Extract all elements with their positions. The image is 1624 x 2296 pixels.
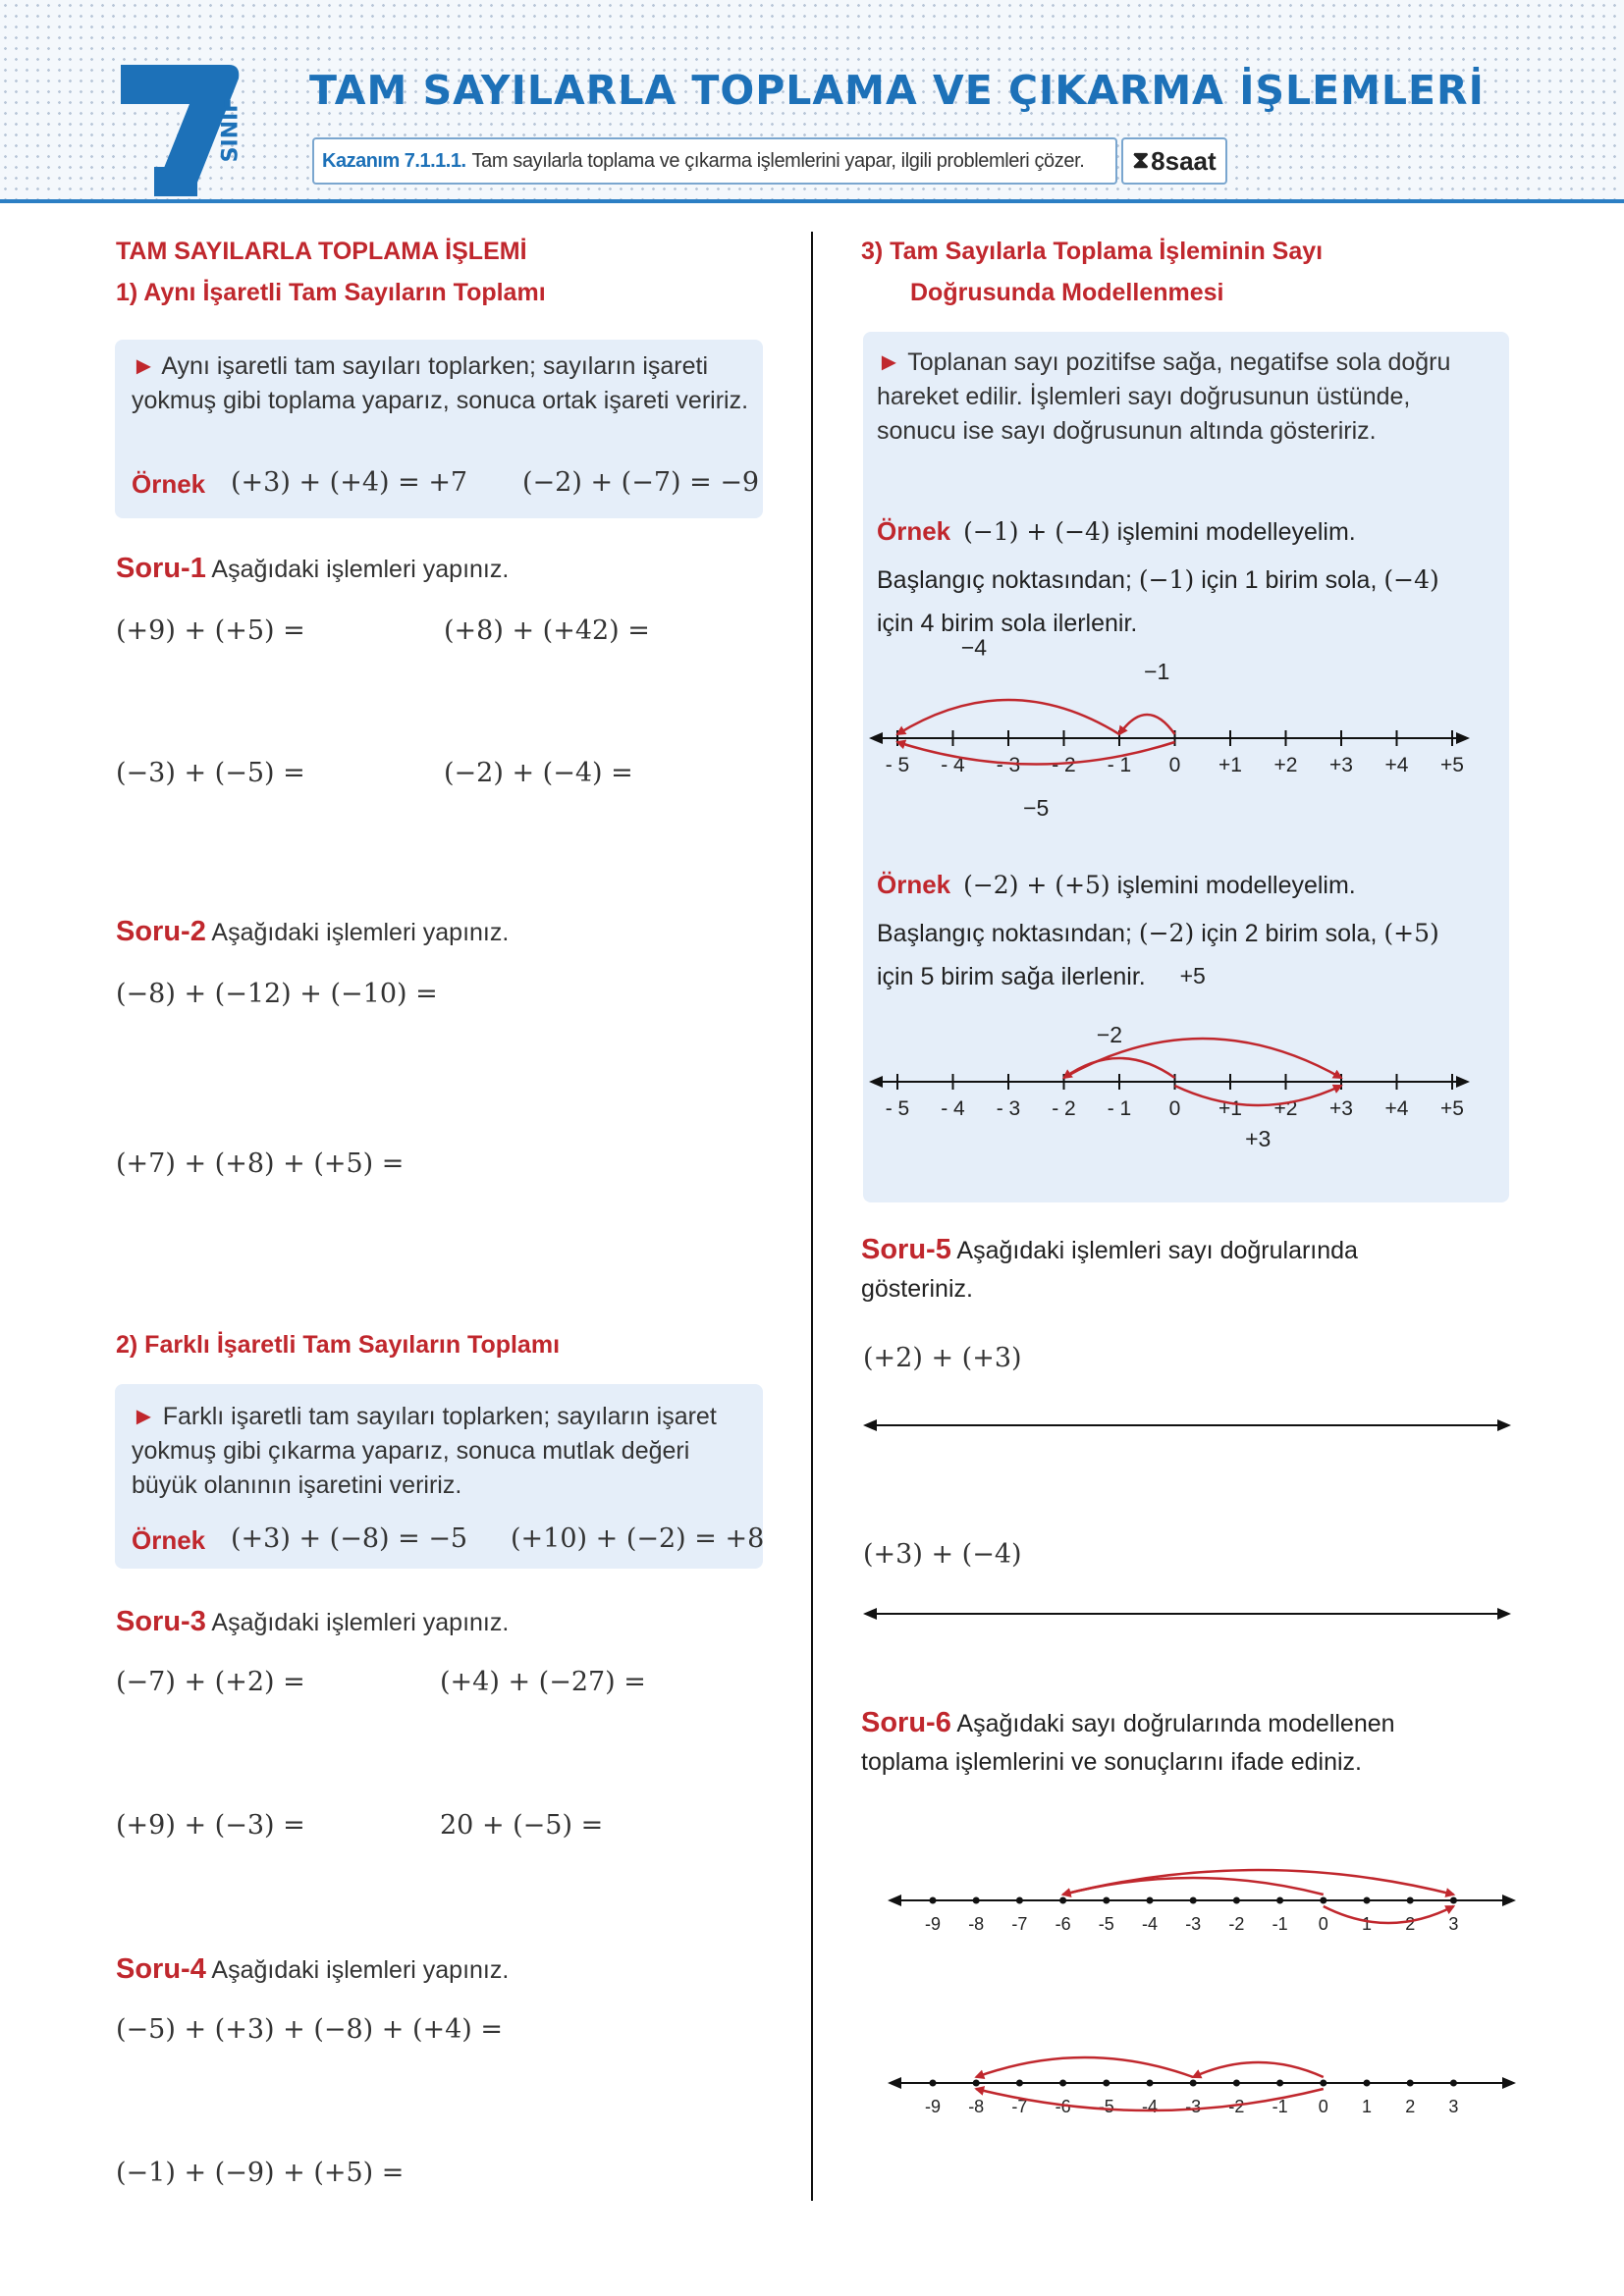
tick-label: -9 (924, 1914, 942, 1934)
tick-dot (973, 2080, 980, 2087)
jump-label: +3 (1245, 1126, 1272, 1151)
tick-label: +4 (1384, 754, 1409, 776)
tick-label: -2 (1228, 1914, 1245, 1934)
axis-arrowhead (1456, 732, 1470, 744)
tick-dot (1059, 2080, 1066, 2087)
number-line-soru6-1 (884, 1859, 1522, 1977)
subsection-title-2: 2) Farklı İşaretli Tam Sayıların Toplamı (116, 1331, 561, 1359)
tick-label: - 1 (1107, 754, 1132, 776)
tick-label: +1 (1218, 754, 1242, 776)
tick-dot (1364, 1897, 1371, 1904)
example-label: Örnek (132, 1525, 206, 1555)
axis-arrowhead (869, 732, 883, 744)
tick-dot (930, 2080, 937, 2087)
kazanim-code: Kazanım 7.1.1.1. (322, 149, 466, 172)
tick-label: - 2 (1052, 754, 1076, 776)
tick-label: -8 (968, 2097, 985, 2116)
tick-dot (1103, 2080, 1110, 2087)
subsection-title-1: 1) Aynı İşaretli Tam Sayıların Toplamı (116, 279, 546, 306)
tick-label: -4 (1141, 1914, 1159, 1934)
axis-arrowhead (1502, 2077, 1516, 2089)
number-line-soru6-2 (884, 2042, 1522, 2160)
tick-label: -5 (1098, 2097, 1114, 2116)
jump-arrow (1175, 1086, 1342, 1105)
jump-arrow (897, 700, 1119, 734)
jump-arrow (1193, 2062, 1324, 2077)
blank-number-line-2 (863, 1602, 1511, 1626)
tick-label: 1 (1361, 2097, 1373, 2116)
tick-label: 2 (1405, 1914, 1416, 1934)
tick-dot (1147, 1897, 1154, 1904)
tick-label: +4 (1384, 1097, 1409, 1120)
tick-label: +2 (1273, 754, 1298, 776)
tick-dot (1276, 2080, 1283, 2087)
axis-arrowhead (888, 1895, 901, 1906)
question-2: Soru-2 Aşağıdaki işlemleri yapınız. (116, 916, 510, 947)
tick-dot (1103, 1897, 1110, 1904)
tick-label: 0 (1168, 754, 1181, 776)
tick-label: 1 (1361, 1914, 1373, 1934)
exercise-item: 20 + (−5) = (440, 1810, 604, 1841)
duration-box (1121, 137, 1227, 185)
tick-label: +3 (1329, 754, 1353, 776)
exercise-item: (−1) + (−9) + (+5) = (116, 2158, 405, 2188)
info-box-3 (863, 332, 1509, 1202)
example-2-line3: için 5 birim sağa ilerlenir. (877, 963, 1146, 990)
tick-label: -7 (1011, 1914, 1028, 1934)
pointer-icon: ► (132, 352, 156, 380)
tick-label: - 5 (885, 754, 910, 776)
example-2-line2: Başlangıç noktasından; (−2) için 2 birim sola, (+5) (877, 919, 1439, 947)
page-title: TAM SAYILARLA TOPLAMA VE ÇIKARMA İŞLEMLERİ (309, 67, 1485, 114)
jump-label: −5 (1023, 794, 1050, 821)
tick-label: -8 (968, 1914, 985, 1934)
jump-label: +5 (1179, 963, 1206, 988)
tick-dot (1190, 1897, 1197, 1904)
jump-label: −2 (1096, 1022, 1123, 1047)
tick-dot (1320, 1897, 1326, 1904)
tick-label: - 5 (885, 1097, 910, 1120)
example-1-line3: için 4 birim sola ilerlenir. (877, 610, 1138, 637)
tick-dot (973, 1897, 980, 1904)
tick-label: - 1 (1107, 1097, 1132, 1120)
blank-number-line-1 (863, 1414, 1511, 1437)
tick-label: 2 (1405, 2097, 1416, 2116)
tick-label: -1 (1272, 2097, 1288, 2116)
tick-dot (1190, 2080, 1197, 2087)
tick-label: -3 (1185, 2097, 1202, 2116)
question-3: Soru-3 Aşağıdaki işlemleri yapınız. (116, 1606, 510, 1637)
example-expr: (+3) + (−8) = −5 (231, 1523, 468, 1554)
example-expr: (−2) + (−7) = −9 (522, 467, 760, 498)
rule-text-3: ► Toplanan sayı pozitifse sağa, negatifse sola doğru hareket edilir. İşlemleri sayı doğrusunun üstünde, sonucu ise sayı doğrusunun altında gösteririz. (877, 348, 1451, 445)
number-line-example-1 (863, 634, 1509, 862)
hourglass-icon: ⧗ (1132, 147, 1150, 174)
tick-dot (1450, 1897, 1457, 1904)
tick-label: -2 (1228, 2097, 1245, 2116)
example-1-line2: Başlangıç noktasından; (−1) için 1 birim sola, (−4) (877, 565, 1439, 594)
exercise-item: (−5) + (+3) + (−8) + (+4) = (116, 2014, 504, 2045)
jump-arrow (1119, 715, 1175, 734)
exercise-item: (−8) + (−12) + (−10) = (116, 979, 438, 1009)
jump-label: −4 (960, 634, 988, 661)
grade-label: SINIF (218, 97, 244, 162)
info-box-1 (115, 340, 763, 518)
question-4: Soru-4 Aşağıdaki işlemleri yapınız. (116, 1953, 510, 1985)
info-box-2 (115, 1384, 763, 1569)
example-expr: (+3) + (+4) = +7 (231, 467, 468, 498)
tick-label: -6 (1055, 2097, 1071, 2116)
column-divider (811, 232, 813, 2201)
tick-label: 0 (1318, 2097, 1328, 2116)
subsection-title-3: 3) Tam Sayılarla Toplama İşleminin Sayı (861, 238, 1324, 265)
tick-dot (1016, 1897, 1023, 1904)
duration-text: 8saat (1151, 145, 1217, 176)
kazanim-box (312, 137, 1117, 185)
tick-dot (1147, 2080, 1154, 2087)
tick-dot (1233, 2080, 1240, 2087)
tick-label: +5 (1440, 754, 1464, 776)
tick-label: - 3 (996, 1097, 1021, 1120)
tick-dot (1276, 1897, 1283, 1904)
tick-label: +3 (1329, 1097, 1353, 1120)
exercise-item: (+2) + (+3) (863, 1343, 1022, 1373)
jump-label: −1 (1144, 659, 1170, 684)
axis-arrowhead (1502, 1895, 1516, 1906)
tick-dot (1364, 2080, 1371, 2087)
tick-label: -7 (1011, 2097, 1028, 2116)
tick-label: +2 (1273, 1097, 1298, 1120)
subsection-title-3-line2: Doğrusunda Modellenmesi (910, 279, 1224, 306)
tick-dot (1016, 2080, 1023, 2087)
tick-label: -3 (1185, 1914, 1202, 1934)
tick-label: -4 (1141, 2097, 1159, 2116)
example-expr: (+10) + (−2) = +8 (511, 1523, 765, 1554)
tick-label: - 3 (996, 754, 1021, 776)
header-rule (0, 199, 1624, 203)
tick-label: +5 (1440, 1097, 1464, 1120)
tick-dot (1407, 1897, 1414, 1904)
pointer-icon: ► (877, 348, 901, 376)
tick-label: +1 (1218, 1097, 1242, 1120)
section-title: TAM SAYILARLA TOPLAMA İŞLEMİ (116, 238, 527, 265)
tick-label: - 2 (1052, 1097, 1076, 1120)
question-6: Soru-6 Aşağıdaki sayı doğrularında modellenen toplama işlemlerini ve sonuçlarını ifade ediniz. (861, 1707, 1395, 1776)
exercise-item: (−2) + (−4) = (444, 758, 633, 788)
tick-label: -1 (1272, 1914, 1288, 1934)
example-2-line1: Örnek (−2) + (+5) işlemini modelleyelim. (877, 870, 1356, 899)
axis-arrowhead (869, 1076, 883, 1088)
axis-arrowhead (1456, 1076, 1470, 1088)
exercise-item: (+9) + (+5) = (116, 615, 305, 646)
pointer-icon: ► (132, 1403, 156, 1430)
exercise-item: (+7) + (+8) + (+5) = (116, 1148, 405, 1179)
tick-label: -9 (924, 2097, 942, 2116)
example-label: Örnek (132, 469, 206, 499)
kazanim-text: Tam sayılarla toplama ve çıkarma işlemlerini yapar, ilgili problemleri çözer. (471, 149, 1085, 172)
question-5: Soru-5 Aşağıdaki işlemleri sayı doğrularında gösteriniz. (861, 1234, 1358, 1303)
tick-label: 3 (1448, 2097, 1459, 2116)
tick-label: - 4 (941, 754, 965, 776)
exercise-item: (+3) + (−4) (863, 1539, 1022, 1570)
tick-dot (1320, 2080, 1326, 2087)
exercise-item: (+8) + (+42) = (444, 615, 650, 646)
tick-label: - 4 (941, 1097, 965, 1120)
exercise-item: (−7) + (+2) = (116, 1667, 305, 1697)
rule-text-1: ► Aynı işaretli tam sayıları toplarken; sayıların işareti yokmuş gibi toplama yaparız, sonuca ortak işareti veririz. (132, 352, 749, 414)
tick-label: 0 (1318, 1914, 1328, 1934)
tick-label: 3 (1448, 1914, 1459, 1934)
exercise-item: (+9) + (−3) = (116, 1810, 305, 1841)
tick-dot (1407, 2080, 1414, 2087)
exercise-item: (+4) + (−27) = (440, 1667, 646, 1697)
jump-arrow (1324, 1906, 1454, 1923)
axis-arrowhead (888, 2077, 901, 2089)
tick-label: -5 (1098, 1914, 1114, 1934)
jump-arrow (976, 2057, 1193, 2077)
example-1-line1: Örnek (−1) + (−4) işlemini modelleyelim. (877, 516, 1356, 546)
question-1: Soru-1 Aşağıdaki işlemleri yapınız. (116, 553, 510, 584)
rule-text-2: ► Farklı işaretli tam sayıları toplarken; sayıların işaret yokmuş gibi çıkarma yaparız, sonuca mutlak değeri büyük olanının işaretini veririz. (132, 1403, 717, 1499)
jump-arrow (897, 742, 1175, 765)
tick-dot (1233, 1897, 1240, 1904)
tick-dot (1059, 1897, 1066, 1904)
tick-label: 0 (1168, 1097, 1181, 1120)
tick-dot (1450, 2080, 1457, 2087)
tick-dot (930, 1897, 937, 1904)
tick-label: -6 (1055, 1914, 1071, 1934)
exercise-item: (−3) + (−5) = (116, 758, 305, 788)
